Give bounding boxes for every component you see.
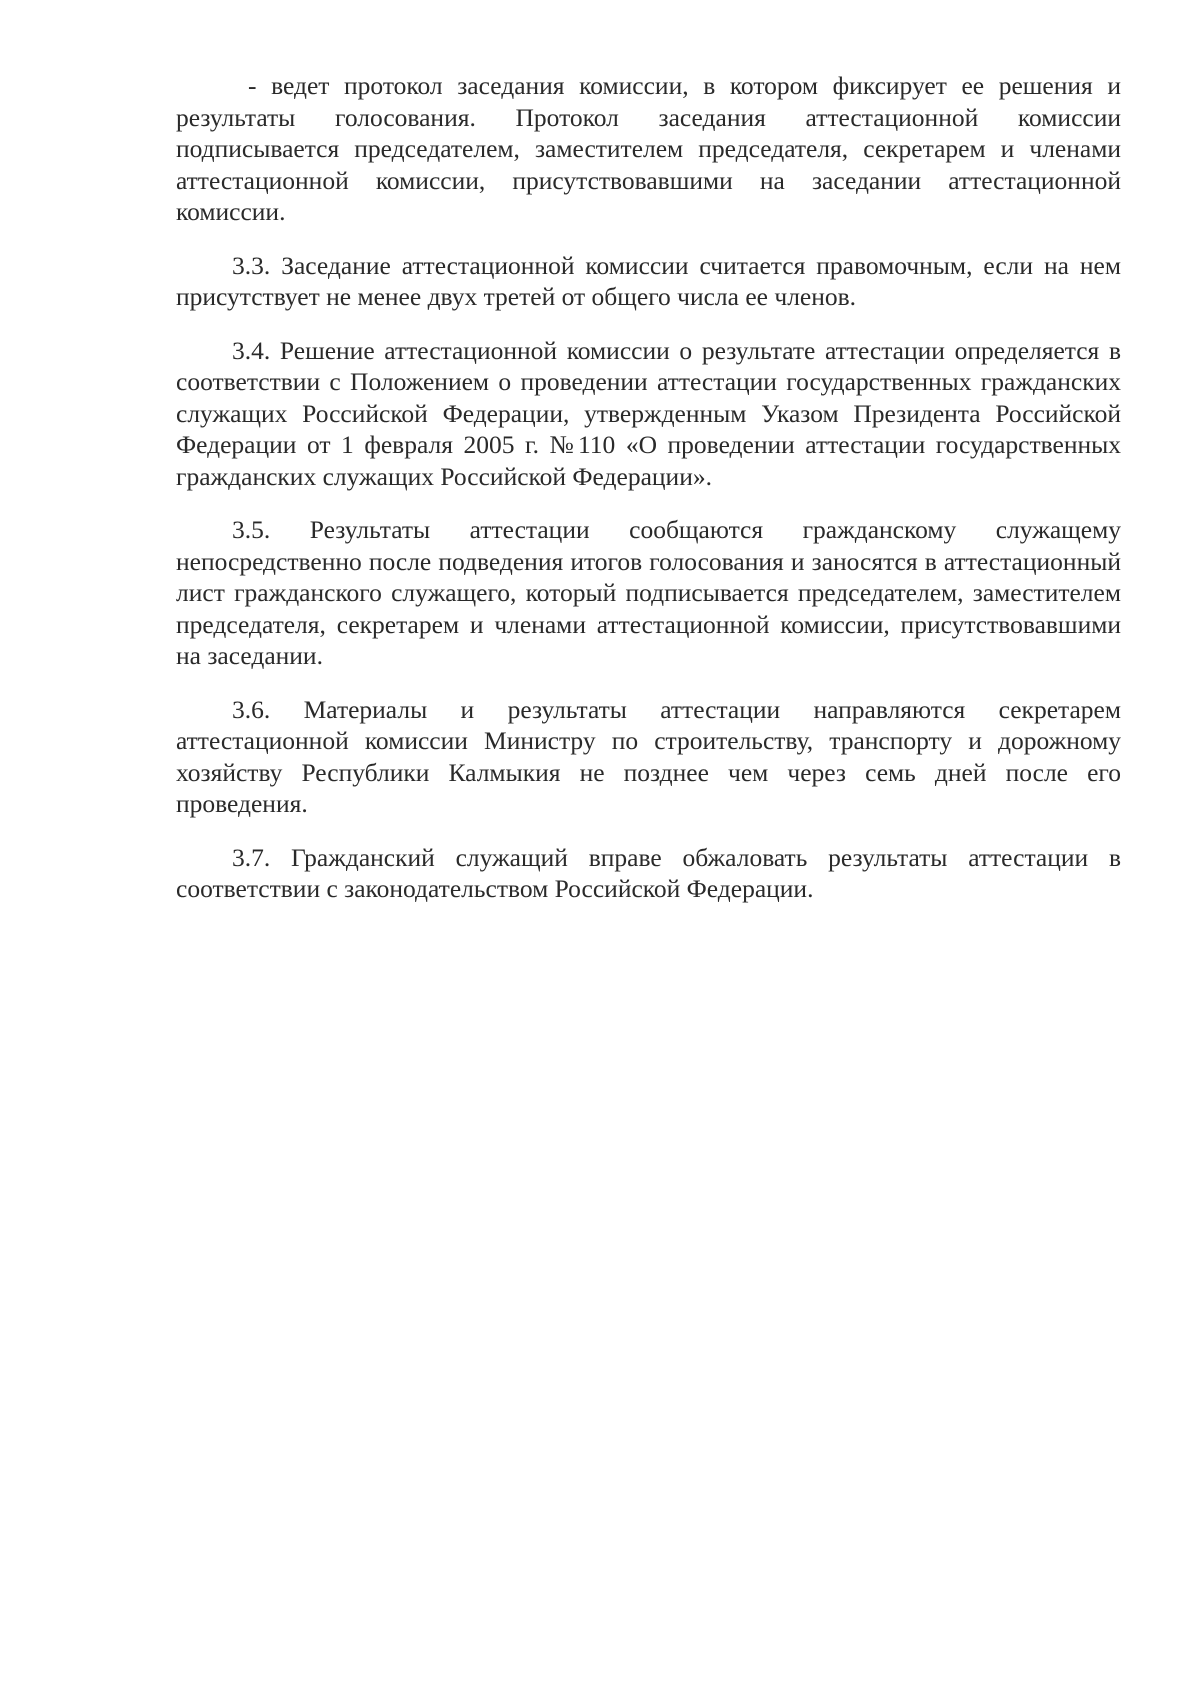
document-body: [176, 70, 1121, 927]
paragraph-3-5: 3.5. Результаты аттестации сообщаются гражданскому служащему непосредственно после подведения итогов голосования и заносятся в аттестационный лист гражданского служащего, который подписывается председателем, заместителем председателя, секретарем и членами аттестационной комиссии, присутствовавшими на заседании.: [176, 515, 1121, 670]
paragraph-3-4: 3.4. Решение аттестационной комиссии о результате аттестации определяется в соответствии с Положением о проведении аттестации государственных гражданских служащих Российской Федерации, утвержденным Указом Президента Российской Федерации от 1 февраля 2005 г. №110 «О проведении аттестации государственных гражданских служащих Российской Федерации».: [176, 335, 1121, 491]
paragraph-3-6: 3.6. Материалы и результаты аттестации направляются секретарем аттестационной комиссии Министру по строительству, транспорту и дорожному хозяйству Республики Калмыкия не позднее чем через семь дней после его проведения.: [176, 694, 1121, 818]
paragraph-protocol-duty: - ведет протокол заседания комиссии, в котором фиксирует ее решения и результаты голосования. Протокол заседания аттестационной комиссии подписывается председателем, заместителем председателя, секретарем и членами аттестационной комиссии, присутствовавшими на заседании аттестационной комиссии.: [176, 71, 1121, 226]
paragraph-3-3: 3.3. Заседание аттестационной комиссии считается правомочным, если на нем присутствует не менее двух третей от общего числа ее членов.: [176, 250, 1121, 311]
paragraph-3-7: 3.7. Гражданский служащий вправе обжаловать результаты аттестации в соответствии с законодательством Российской Федерации.: [176, 842, 1121, 903]
